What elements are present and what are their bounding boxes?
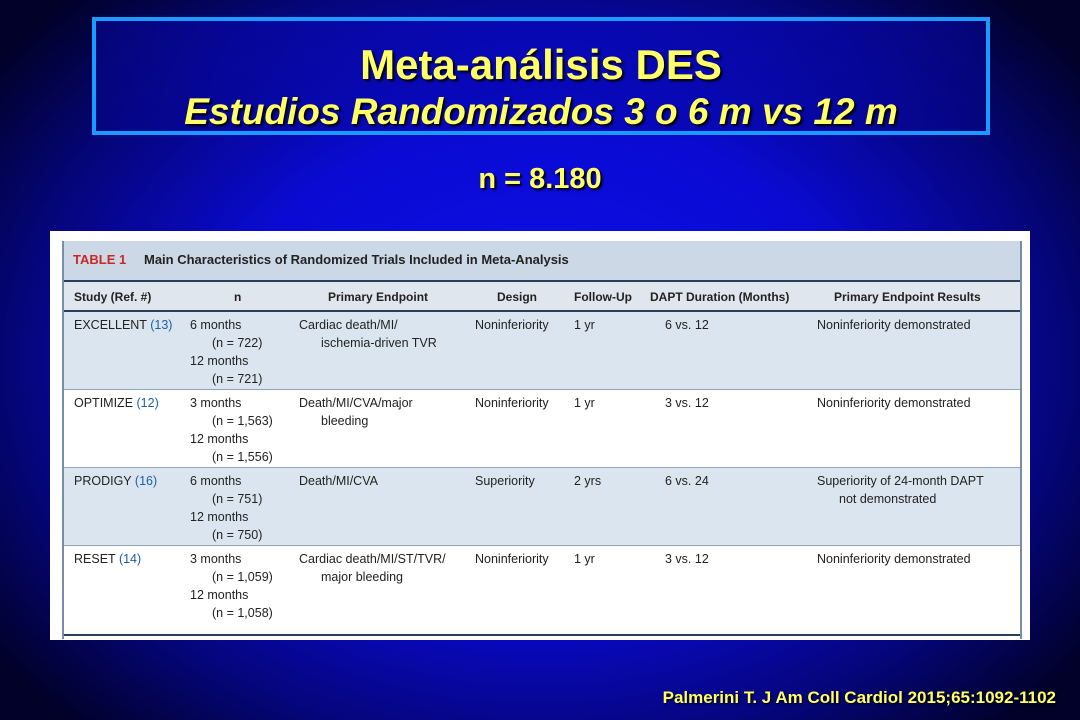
table-header-row — [64, 282, 1020, 312]
title-box — [92, 17, 990, 135]
study-name: RESET (14) — [74, 552, 142, 566]
endpoint-result: Noninferiority demonstrated — [817, 552, 971, 566]
table-row — [64, 468, 1020, 546]
sample-size-label: n = 8.180 — [478, 163, 602, 195]
slide-subtitle: Estudios Randomizados 3 o 6 m vs 12 m — [184, 91, 898, 132]
dapt-duration: 6 vs. 24 — [665, 474, 709, 488]
dapt-duration: 3 vs. 12 — [665, 552, 709, 566]
follow-up: 1 yr — [574, 396, 595, 410]
sample-sizes: 6 months (n = 751) 12 months (n = 750) — [190, 474, 263, 542]
citation: Palmerini T. J Am Coll Cardiol 2015;65:1092-1102 — [662, 688, 1056, 707]
study-name: OPTIMIZE (12) — [74, 396, 159, 410]
table-row — [64, 546, 1020, 634]
sample-sizes: 3 months (n = 1,563) 12 months (n = 1,556) — [190, 396, 273, 464]
header-followup: Follow-Up — [574, 290, 632, 304]
header-study: Study (Ref. #) — [74, 290, 152, 304]
design: Noninferiority — [475, 552, 549, 566]
primary-endpoint: Death/MI/CVA — [299, 474, 378, 488]
table-figure — [50, 231, 1030, 640]
header-n: n — [234, 290, 242, 304]
sample-sizes: 3 months (n = 1,059) 12 months (n = 1,058) — [190, 552, 273, 620]
header-dapt: DAPT Duration (Months) — [650, 290, 790, 304]
primary-endpoint: Cardiac death/MI/ST/TVR/ major bleeding — [299, 552, 446, 584]
header-results: Primary Endpoint Results — [834, 290, 981, 304]
sample-sizes: 6 months (n = 722) 12 months (n = 721) — [190, 318, 263, 386]
follow-up: 2 yrs — [574, 474, 602, 488]
slide-title: Meta-análisis DES — [360, 41, 722, 88]
header-endpoint: Primary Endpoint — [328, 290, 429, 304]
trials-table — [62, 241, 1022, 639]
endpoint-result: Noninferiority demonstrated — [817, 396, 971, 410]
study-name: EXCELLENT (13) — [74, 318, 173, 332]
header-design: Design — [497, 290, 538, 304]
dapt-duration: 3 vs. 12 — [665, 396, 709, 410]
design: Superiority — [475, 474, 535, 488]
endpoint-result: Noninferiority demonstrated — [817, 318, 971, 332]
follow-up: 1 yr — [574, 552, 595, 566]
table-title-bar — [64, 241, 1020, 282]
table-number: TABLE 1 — [73, 252, 127, 267]
design: Noninferiority — [475, 396, 549, 410]
dapt-duration: 6 vs. 12 — [665, 318, 709, 332]
endpoint-result: Superiority of 24-month DAPT not demonstrated — [817, 474, 984, 506]
follow-up: 1 yr — [574, 318, 595, 332]
primary-endpoint: Cardiac death/MI/ ischemia-driven TVR — [299, 318, 437, 350]
table-caption: Main Characteristics of Randomized Trials Included in Meta-Analysis — [144, 252, 569, 267]
table-bottom-rule — [64, 634, 1020, 636]
table-row — [64, 312, 1020, 390]
study-name: PRODIGY (16) — [74, 474, 158, 488]
design: Noninferiority — [475, 318, 549, 332]
table-row — [64, 390, 1020, 468]
primary-endpoint: Death/MI/CVA/major bleeding — [299, 396, 413, 428]
